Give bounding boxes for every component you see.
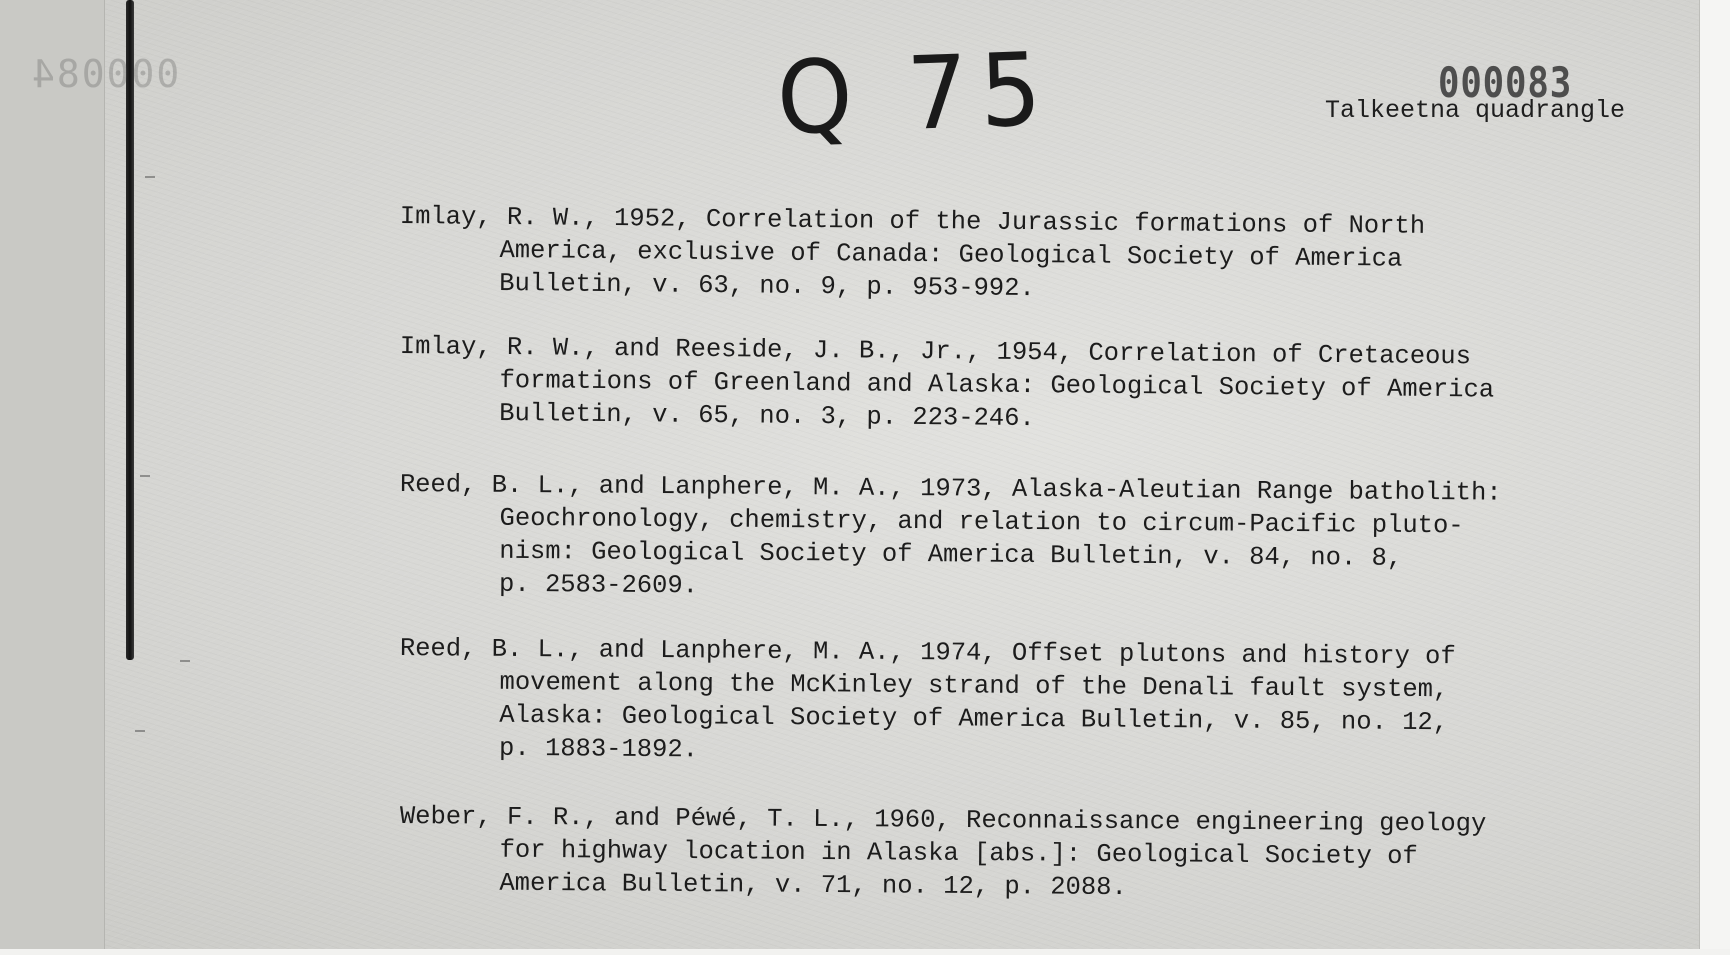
- margin-tick: [140, 475, 150, 477]
- stamped-card-number: 000083: [1438, 58, 1573, 107]
- margin-tick: [145, 176, 155, 178]
- reference-line: America, exclusive of Canada: Geological Society of America: [499, 235, 1403, 274]
- reference-entry: [399, 200, 1640, 311]
- reference-line: p. 2583-2609.: [498, 569, 699, 601]
- bleed-through-number: 000084: [30, 52, 180, 96]
- reference-line: formations of Greenland and Alaska: Geological Society of America: [499, 365, 1495, 405]
- reference-line: Bulletin, v. 65, no. 3, p. 223-246.: [499, 398, 1035, 434]
- reference-line: nism: Geological Society of America Bulletin, v. 84, no. 8,: [499, 536, 1403, 573]
- reference-line: Alaska: Geological Society of America Bulletin, v. 85, no. 12,: [499, 700, 1449, 738]
- reference-line: Geochronology, chemistry, and relation to circum-Pacific pluto-: [499, 503, 1464, 541]
- reference-entry: [399, 632, 1640, 774]
- reference-line: Reed, B. L., and Lanphere, M. A., 1973, Alaska-Aleutian Range batholith:: [399, 469, 1502, 508]
- reference-entry: [399, 330, 1640, 441]
- reference-entry: [399, 800, 1640, 908]
- reference-line: for highway location in Alaska [abs.]: Geological Society of: [499, 835, 1418, 872]
- quadrangle-name: Talkeetna quadrangle: [1325, 96, 1626, 125]
- card-bottom-edge: [0, 949, 1730, 955]
- reference-line: Imlay, R. W., and Reeside, J. B., Jr., 1954, Correlation of Cretaceous: [399, 331, 1472, 372]
- reference-line: movement along the McKinley strand of the Denali fault system,: [499, 667, 1449, 705]
- reference-line: Bulletin, v. 63, no. 9, p. 953-992.: [499, 268, 1035, 304]
- reference-line: Weber, F. R., and Péwé, T. L., 1960, Reconnaissance engineering geology: [399, 801, 1487, 839]
- reference-line: Reed, B. L., and Lanphere, M. A., 1974, Offset plutons and history of: [399, 633, 1456, 672]
- margin-tick: [180, 660, 190, 662]
- card-right-edge: [1699, 0, 1730, 955]
- reference-entry: [399, 468, 1640, 610]
- binding-mark: [126, 0, 134, 660]
- reference-line: Imlay, R. W., 1952, Correlation of the Jurassic formations of North: [399, 201, 1426, 241]
- margin-tick: [135, 730, 145, 732]
- reference-line: p. 1883-1892.: [498, 733, 699, 765]
- card-left-margin: [0, 0, 105, 955]
- reference-line: America Bulletin, v. 71, no. 12, p. 2088.: [499, 868, 1127, 903]
- handwritten-label: Q 75: [775, 30, 1056, 158]
